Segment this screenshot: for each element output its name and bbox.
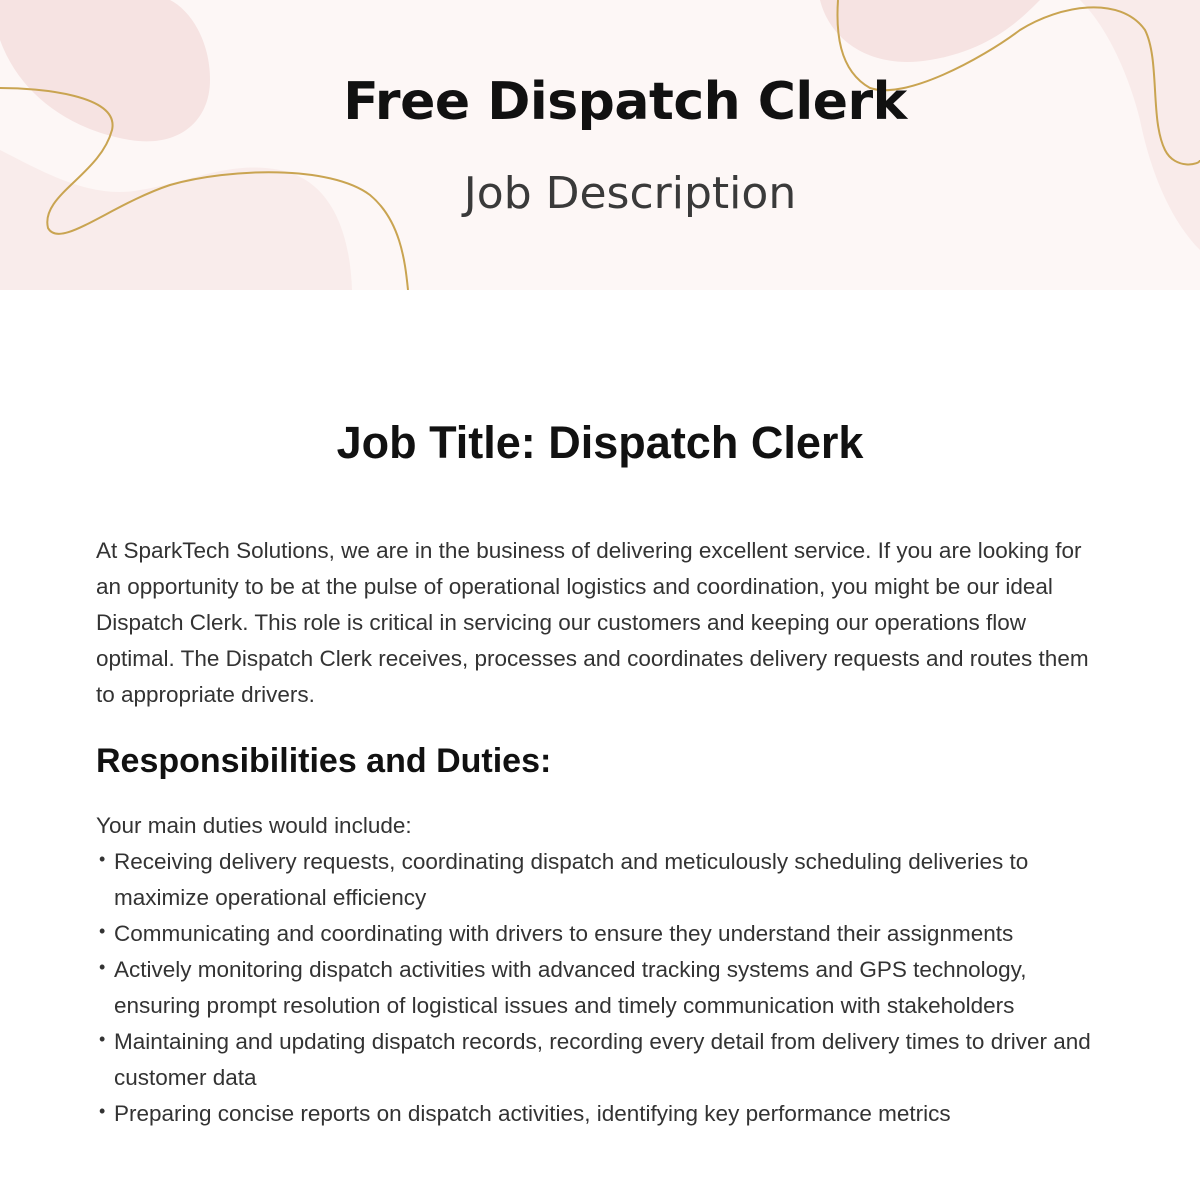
list-item [96,916,1106,952]
bullet-icon: • [99,849,106,869]
responsibilities-heading: Responsibilities and Duties: [96,742,552,780]
header-banner [0,0,1200,290]
bullet-icon: • [99,1101,106,1121]
list-item-text: Actively monitoring dispatch activities with advanced tracking systems and GPS technology, ensuring prompt resolution of logistical issues and timely communication with stakeholders [114,957,1027,1018]
job-title-heading: Job Title: Dispatch Clerk [336,417,864,468]
list-item-text: Communicating and coordinating with drivers to ensure they understand their assignments [114,921,1014,946]
list-item [96,1096,1106,1132]
duties-lead-text: Your main duties would include: [96,813,412,838]
list-item-text: Receiving delivery requests, coordinating dispatch and meticulously scheduling deliveries to maximize operational efficiency [114,849,1029,910]
document-title: Free Dispatch Clerk [343,72,907,132]
decorative-background [0,0,1200,290]
list-item-text: Maintaining and updating dispatch records, recording every detail from delivery times to driver and customer data [114,1029,1091,1090]
bullet-icon: • [99,1029,106,1049]
document-body [96,410,1106,1132]
list-item-text: Preparing concise reports on dispatch activities, identifying key performance metrics [114,1101,951,1126]
duties-list [96,844,1106,1132]
list-item [96,844,1106,916]
bullet-icon: • [99,921,106,941]
document-subtitle: Job Description [463,168,797,219]
list-item [96,952,1106,1024]
intro-paragraph: At SparkTech Solutions, we are in the business of delivering excellent service. If you are looking for an opportunity to be at the pulse of operational logistics and coordination, you might be our ideal Dispatch Clerk. This role is critical in servicing our customers and keeping our operations flow optimal. The Dispatch Clerk receives, processes and coordinates delivery requests and routes them to appropriate drivers. [96,538,1089,707]
pink-blob-right [820,0,1040,62]
bullet-icon: • [99,957,106,977]
list-item [96,1024,1106,1096]
